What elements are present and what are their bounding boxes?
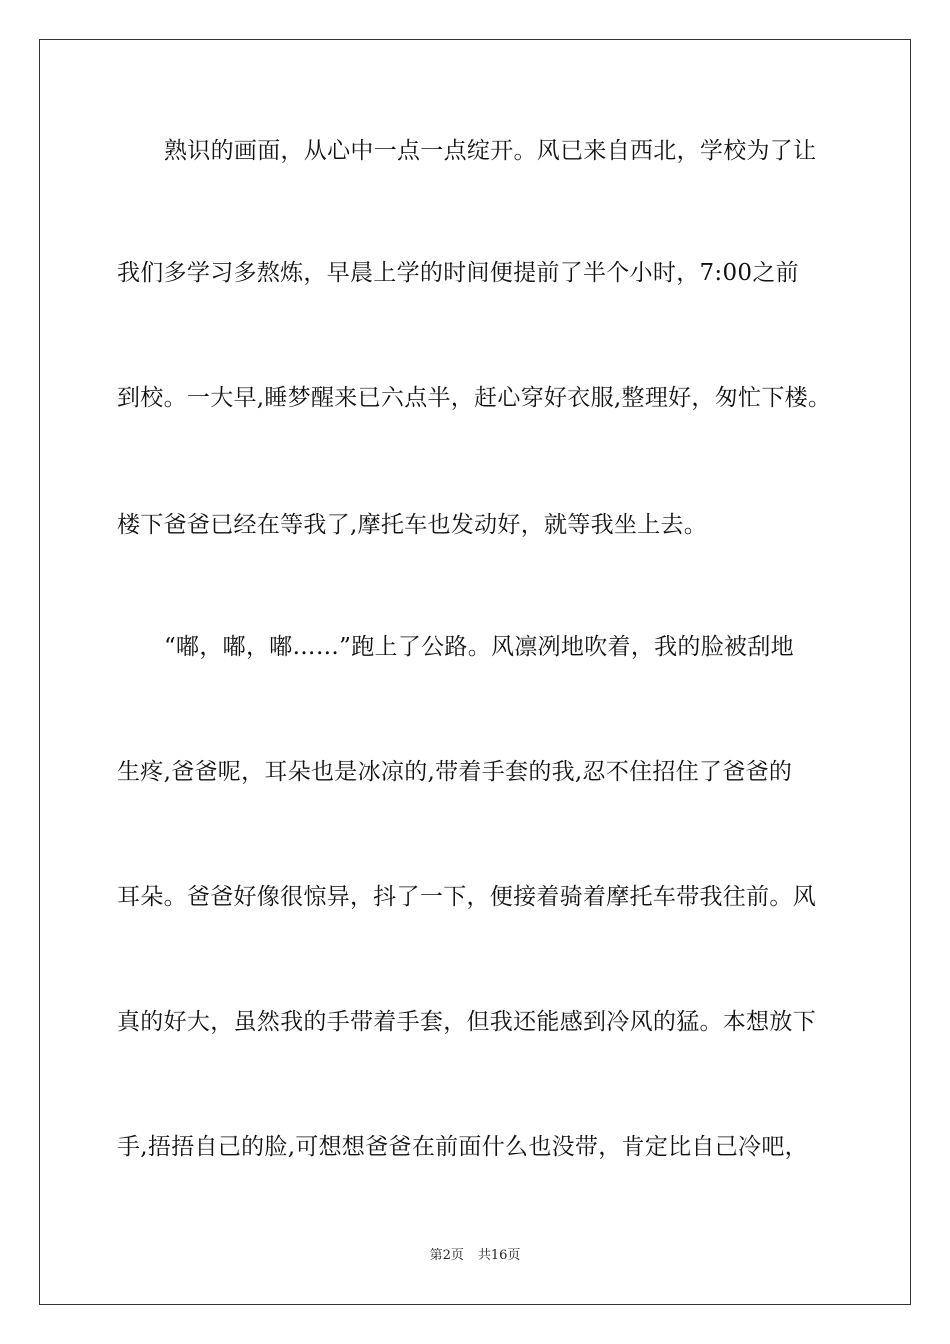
paragraph-1-line-1: 熟识的画面，从心中一点一点绽开。风已来自西北，学校为了让 xyxy=(164,138,817,164)
paragraph-2-line-2: 生疼,爸爸呢，耳朵也是冰凉的,带着手套的我,忍不住招住了爸爸的 xyxy=(117,759,793,785)
paragraph-2-line-5: 手,捂捂自己的脸,可想想爸爸在前面什么也没带，肯定比自己冷吧， xyxy=(117,1134,808,1160)
paragraph-2-line-4: 真的好大，虽然我的手带着手套，但我还能感到冷风的猛。本想放下 xyxy=(117,1009,816,1035)
page-footer xyxy=(0,1247,950,1265)
paragraph-1-line-3: 到校。一大早,睡梦醒来已六点半，赶心穿好衣服,整理好，匆忙下楼。 xyxy=(117,385,832,411)
paragraph-2-line-1: “嘟，嘟，嘟……”跑上了公路。风凛冽地吹着，我的脸被刮地 xyxy=(164,634,794,660)
paragraph-1-line-2: 我们多学习多熬炼，早晨上学的时间便提前了半个小时，7:00之前 xyxy=(117,260,799,286)
page-number: 第2页 xyxy=(429,1248,464,1263)
paragraph-2-line-3: 耳朵。爸爸好像很惊异，抖了一下，便接着骑着摩托车带我往前。风 xyxy=(117,884,816,910)
paragraph-1-line-4: 楼下爸爸已经在等我了,摩托车也发动好，就等我坐上去。 xyxy=(117,512,708,538)
page-border xyxy=(39,39,911,1305)
page-total: 共16页 xyxy=(477,1248,521,1263)
